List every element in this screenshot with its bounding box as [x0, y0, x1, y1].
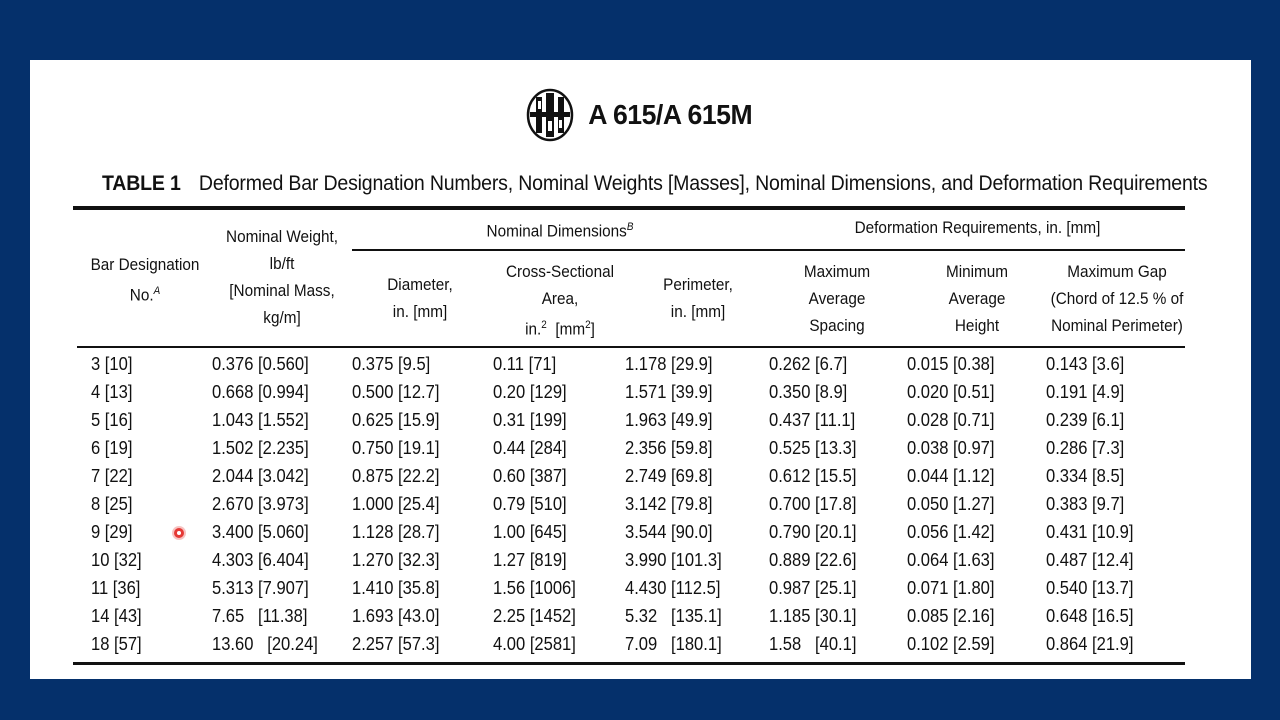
- height-cell: 0.020 [0.51]: [907, 382, 995, 402]
- height-cell: 0.102 [2.59]: [907, 634, 995, 654]
- header-spacing-line3: Spacing: [809, 316, 865, 335]
- bar-designation-cell: 14 [43]: [91, 606, 142, 626]
- table-label: TABLE 1: [102, 172, 181, 195]
- nominal-weight-cell: 0.668 [0.994]: [212, 382, 309, 402]
- area-cell: 1.00 [645]: [493, 522, 567, 542]
- area-cell: 0.44 [284]: [493, 438, 567, 458]
- perimeter-cell: 3.142 [79.8]: [625, 494, 713, 514]
- bar-designation-cell: 7 [22]: [91, 466, 133, 486]
- header-perimeter-line1: Perimeter,: [663, 275, 733, 294]
- area-cell: 0.79 [510]: [493, 494, 567, 514]
- header-min-average-height: [923, 258, 1031, 339]
- spacing-cell: 0.437 [11.1]: [769, 410, 856, 430]
- gap-cell: 0.648 [16.5]: [1046, 606, 1134, 626]
- header-max-average-spacing: [783, 258, 891, 339]
- astm-logo-icon: [524, 87, 576, 143]
- area-cell: 4.00 [2581]: [493, 634, 576, 654]
- gap-cell: 0.239 [6.1]: [1046, 410, 1125, 430]
- diameter-cell: 1.128 [28.7]: [352, 522, 440, 542]
- header-perimeter: [644, 271, 752, 325]
- bar-designation-cell: 18 [57]: [91, 634, 142, 654]
- gap-cell: 0.431 [10.9]: [1046, 522, 1134, 542]
- area-cell: 0.20 [129]: [493, 382, 567, 402]
- spacing-cell: 0.350 [8.9]: [769, 382, 848, 402]
- nominal-weight-cell: 5.313 [7.907]: [212, 578, 309, 598]
- header-bar-no-label: No.: [129, 285, 154, 305]
- header-nominal-dimensions: [443, 214, 677, 245]
- nominal-weight-cell: 7.65 [11.38]: [212, 606, 308, 626]
- area-cell: 1.56 [1006]: [493, 578, 576, 598]
- header-height-line1: Minimum: [945, 262, 1009, 281]
- bar-designation-cell: 5 [16]: [91, 410, 133, 430]
- header-weight-line4: kg/m]: [263, 308, 301, 327]
- document-header: [30, 87, 1251, 143]
- spacing-cell: 0.700 [17.8]: [769, 494, 857, 514]
- diameter-cell: 1.000 [25.4]: [352, 494, 440, 514]
- diameter-cell: 0.875 [22.2]: [352, 466, 440, 486]
- header-area-line2: Area,: [541, 289, 579, 308]
- table-row: [30, 434, 1251, 462]
- header-area-exp1: 2: [541, 319, 547, 331]
- bar-designation-cell: 6 [19]: [91, 438, 133, 458]
- bar-designation-cell: 10 [32]: [91, 550, 142, 570]
- diameter-cell: 1.410 [35.8]: [352, 578, 440, 598]
- height-cell: 0.015 [0.38]: [907, 354, 995, 374]
- height-cell: 0.056 [1.42]: [907, 522, 995, 542]
- header-area-line1: Cross-Sectional: [506, 262, 614, 281]
- diameter-cell: 1.270 [32.3]: [352, 550, 440, 570]
- perimeter-cell: 3.544 [90.0]: [625, 522, 713, 542]
- header-deformation-requirements: Deformation Requirements, in. [mm]: [854, 218, 1101, 237]
- header-gap-line1: Maximum Gap: [1067, 262, 1167, 281]
- diameter-cell: 1.693 [43.0]: [352, 606, 440, 626]
- header-height-line3: Height: [954, 316, 1000, 335]
- header-weight-line2: lb/ft: [269, 254, 295, 273]
- table-row: [30, 518, 1251, 546]
- table-bottom-rule: [73, 662, 1185, 665]
- gap-cell: 0.191 [4.9]: [1046, 382, 1125, 402]
- table-row: [30, 406, 1251, 434]
- area-cell: 0.31 [199]: [493, 410, 567, 430]
- table-title: Deformed Bar Designation Numbers, Nominal Weights [Masses], Nominal Dimensions, and Deformation Requirements: [198, 172, 1208, 195]
- bar-designation-cell: 9 [29]: [91, 522, 133, 542]
- bar-designation-cell: 3 [10]: [91, 354, 133, 374]
- gap-cell: 0.487 [12.4]: [1046, 550, 1134, 570]
- nominal-weight-cell: 2.044 [3.042]: [212, 466, 309, 486]
- perimeter-cell: 2.356 [59.8]: [625, 438, 713, 458]
- spacing-cell: 1.185 [30.1]: [769, 606, 857, 626]
- nominal-weight-cell: 13.60 [20.24]: [212, 634, 318, 654]
- table-row: [30, 574, 1251, 602]
- header-max-gap: [1045, 258, 1189, 339]
- header-nominal-dimensions-label: Nominal Dimensions: [486, 221, 627, 241]
- height-cell: 0.064 [1.63]: [907, 550, 995, 570]
- header-gap-line3: Nominal Perimeter): [1051, 316, 1183, 335]
- nominal-weight-cell: 1.502 [2.235]: [212, 438, 309, 458]
- header-bar-designation-label: Bar Designation: [90, 255, 200, 274]
- spacing-cell: 0.525 [13.3]: [769, 438, 857, 458]
- header-spacing-line2: Average: [808, 289, 866, 308]
- diameter-cell: 0.375 [9.5]: [352, 354, 431, 374]
- bar-designation-cell: 8 [25]: [91, 494, 133, 514]
- height-cell: 0.050 [1.27]: [907, 494, 995, 514]
- diameter-cell: 0.625 [15.9]: [352, 410, 440, 430]
- header-area-unit-in: in.: [525, 319, 542, 339]
- diameter-cell: 2.257 [57.3]: [352, 634, 440, 654]
- header-bar-designation: [79, 251, 210, 309]
- perimeter-cell: 3.990 [101.3]: [625, 550, 722, 570]
- perimeter-cell: 7.09 [180.1]: [625, 634, 722, 654]
- header-diameter-line2: in. [mm]: [392, 302, 448, 321]
- table-row: [30, 546, 1251, 574]
- bar-designation-cell: 11 [36]: [91, 578, 141, 598]
- header-cross-sectional-area: [497, 258, 623, 343]
- table-row: [30, 462, 1251, 490]
- header-weight-line3: [Nominal Mass,: [229, 281, 335, 300]
- gap-cell: 0.143 [3.6]: [1046, 354, 1125, 374]
- nominal-weight-cell: 2.670 [3.973]: [212, 494, 309, 514]
- gap-cell: 0.286 [7.3]: [1046, 438, 1125, 458]
- header-gap-line2: (Chord of 12.5 % of: [1050, 289, 1184, 308]
- header-bar-no: [79, 278, 210, 309]
- table-row: [30, 602, 1251, 630]
- header-area-line3: [497, 312, 623, 343]
- nominal-weight-cell: 1.043 [1.552]: [212, 410, 309, 430]
- height-cell: 0.085 [2.16]: [907, 606, 995, 626]
- header-diameter-line1: Diameter,: [387, 275, 453, 294]
- footnote-a-marker: A: [153, 285, 161, 297]
- height-cell: 0.071 [1.80]: [907, 578, 995, 598]
- pointer-cursor-icon: [174, 528, 184, 538]
- table-caption: [102, 172, 1207, 196]
- perimeter-cell: 1.178 [29.9]: [625, 354, 713, 374]
- footnote-b-marker: B: [626, 221, 634, 233]
- header-bottom-rule: [77, 346, 1185, 348]
- height-cell: 0.044 [1.12]: [907, 466, 995, 486]
- perimeter-cell: 1.571 [39.9]: [625, 382, 713, 402]
- standard-title: A 615/A 615M: [588, 99, 753, 130]
- bar-designation-cell: 4 [13]: [91, 382, 133, 402]
- spacing-cell: 0.889 [22.6]: [769, 550, 857, 570]
- header-perimeter-line2: in. [mm]: [670, 302, 726, 321]
- perimeter-cell: 2.749 [69.8]: [625, 466, 713, 486]
- spacing-cell: 0.262 [6.7]: [769, 354, 848, 374]
- header-area-exp2: 2: [585, 319, 591, 331]
- spacing-cell: 1.58 [40.1]: [769, 634, 857, 654]
- header-height-line2: Average: [948, 289, 1006, 308]
- nominal-weight-cell: 0.376 [0.560]: [212, 354, 309, 374]
- group-header-rule: [352, 249, 1185, 251]
- area-cell: 2.25 [1452]: [493, 606, 576, 626]
- spacing-cell: 0.790 [20.1]: [769, 522, 857, 542]
- table-row: [30, 490, 1251, 518]
- gap-cell: 0.540 [13.7]: [1046, 578, 1134, 598]
- gap-cell: 0.383 [9.7]: [1046, 494, 1125, 514]
- nominal-weight-cell: 3.400 [5.060]: [212, 522, 309, 542]
- perimeter-cell: 4.430 [112.5]: [625, 578, 721, 598]
- header-area-unit-mm: [mm: [555, 319, 586, 339]
- gap-cell: 0.334 [8.5]: [1046, 466, 1125, 486]
- perimeter-cell: 5.32 [135.1]: [625, 606, 722, 626]
- spacing-cell: 0.612 [15.5]: [769, 466, 857, 486]
- header-nominal-weight: [219, 223, 345, 331]
- spacing-cell: 0.987 [25.1]: [769, 578, 857, 598]
- table-row: [30, 630, 1251, 658]
- height-cell: 0.028 [0.71]: [907, 410, 995, 430]
- header-area-bracket: ]: [590, 319, 595, 339]
- header-weight-line1: Nominal Weight,: [226, 227, 338, 246]
- table-row: [30, 350, 1251, 378]
- table-row: [30, 378, 1251, 406]
- area-cell: 1.27 [819]: [493, 550, 567, 570]
- diameter-cell: 0.500 [12.7]: [352, 382, 440, 402]
- area-cell: 0.11 [71]: [493, 354, 557, 374]
- height-cell: 0.038 [0.97]: [907, 438, 995, 458]
- nominal-weight-cell: 4.303 [6.404]: [212, 550, 309, 570]
- table-top-rule: [73, 206, 1185, 210]
- header-spacing-line1: Maximum: [803, 262, 871, 281]
- header-diameter: [366, 271, 474, 325]
- area-cell: 0.60 [387]: [493, 466, 567, 486]
- gap-cell: 0.864 [21.9]: [1046, 634, 1134, 654]
- diameter-cell: 0.750 [19.1]: [352, 438, 440, 458]
- document-page: [30, 60, 1251, 679]
- perimeter-cell: 1.963 [49.9]: [625, 410, 713, 430]
